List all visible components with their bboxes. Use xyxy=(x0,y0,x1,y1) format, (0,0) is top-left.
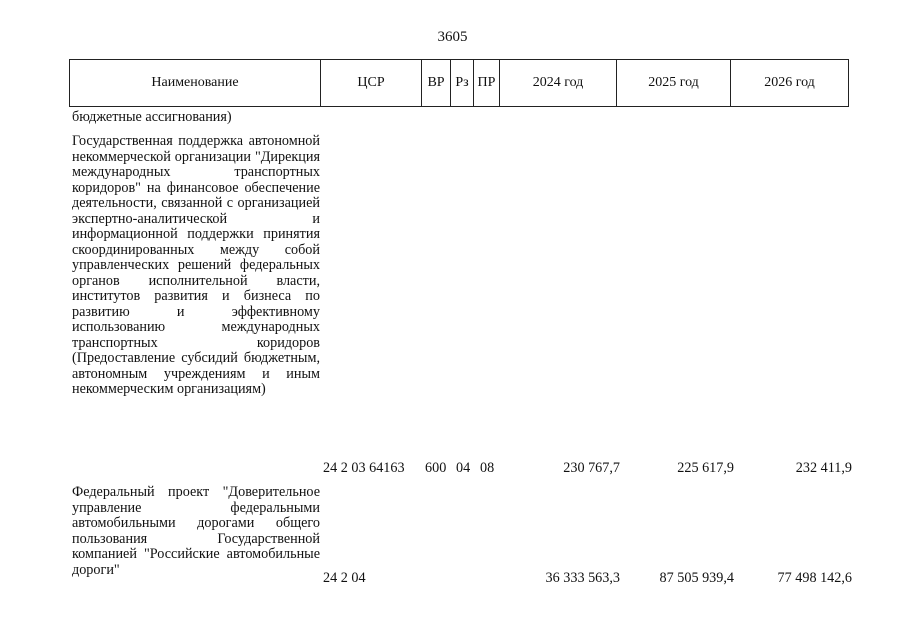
row-1-pr: 08 xyxy=(480,460,495,476)
column-header-2025: 2025 год xyxy=(617,60,731,107)
row-1-csr: 24 2 03 64163 xyxy=(323,460,405,476)
row-1-name xyxy=(72,134,320,398)
row-2-name-text: Федеральный проект "Доверительное управление федеральными автомобильными дорогами общего пользования Государственной компанией "Российские автомобильные дороги" xyxy=(72,484,320,578)
row-2-value-2024: 36 333 563,3 xyxy=(545,570,620,586)
row-1-vr: 600 xyxy=(425,460,447,476)
row-2-value-2025: 87 505 939,4 xyxy=(659,570,734,586)
row-1-value-2024: 230 767,7 xyxy=(563,460,620,476)
row-1-rz: 04 xyxy=(456,460,471,476)
column-header-2024: 2024 год xyxy=(500,60,617,107)
row-1-value-2026: 232 411,9 xyxy=(795,460,852,476)
column-header-2026: 2026 год xyxy=(731,60,849,107)
row-1-value-2025: 225 617,9 xyxy=(677,460,734,476)
row-2-value-2026: 77 498 142,6 xyxy=(777,570,852,586)
column-header-vr: ВР xyxy=(422,60,451,107)
column-header-rz: Рз xyxy=(451,60,474,107)
row-2-name xyxy=(72,485,320,578)
column-header-pr: ПР xyxy=(474,60,500,107)
column-header-name: Наименование xyxy=(70,60,321,107)
page-number: 3605 xyxy=(437,29,468,45)
column-header-csr: ЦСР xyxy=(321,60,422,107)
row-2-csr: 24 2 04 xyxy=(323,570,366,586)
row-1-name-text: Государственная поддержка автономной некоммерческой организации "Дирекция международных транспортных коридоров" на финансовое обеспечение деятельности, связанной с организацией экспертно-аналитической и информационной поддержки принятия скоординированных между собой управленческих решений федеральных органов исполнительной власти, институтов развития и бизнеса по развитию и эффективному использованию международных транспортных коридоров (Предоставление субсидий бюджетным, автономным учреждениям и иным некоммерческим организациям) xyxy=(72,133,320,397)
continuation-text: бюджетные ассигнования) xyxy=(72,109,232,125)
table-header xyxy=(69,59,849,107)
